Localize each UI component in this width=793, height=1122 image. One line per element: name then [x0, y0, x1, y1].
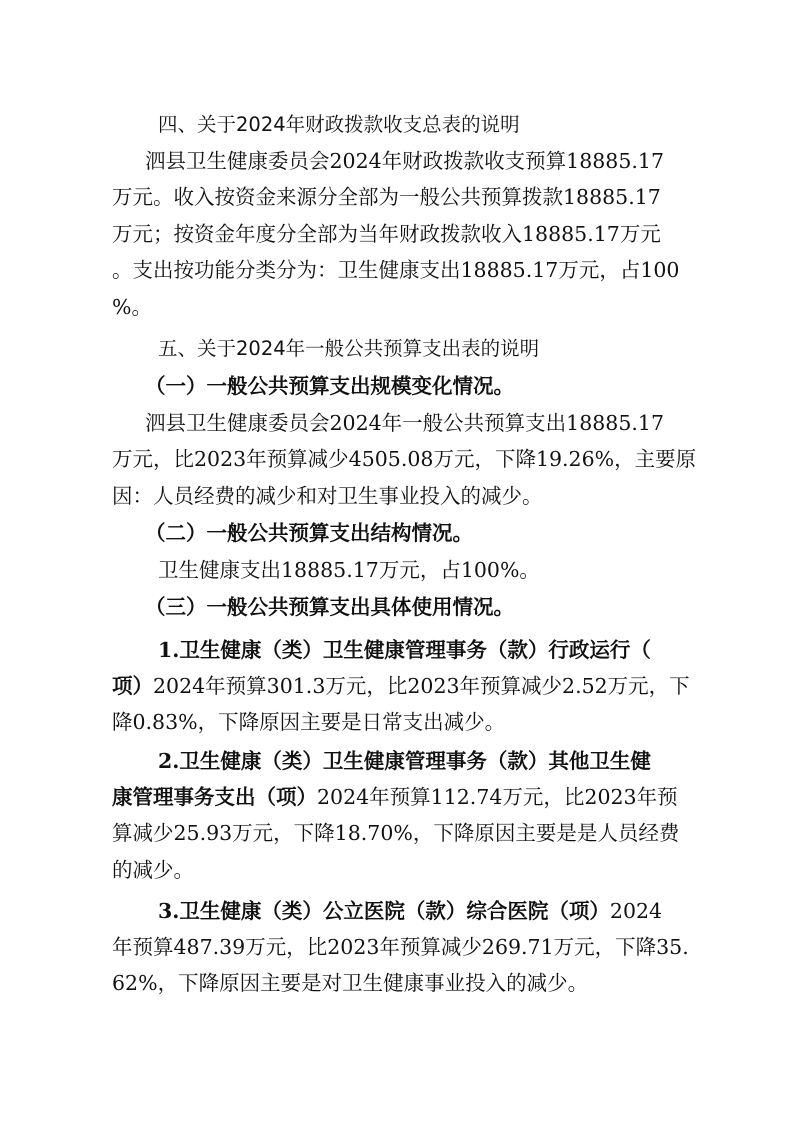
paragraph-line: 泗县卫生健康委员会2024年财政拨款收支预算18885.17	[145, 149, 664, 173]
subsection-3-title: （三）一般公共预算支出具体使用情况。	[145, 595, 514, 619]
paragraph-line: 万元，比2023年预算减少4505.08万元，下降19.26%，主要原	[112, 447, 697, 471]
paragraph-line: 万元。收入按资金来源分全部为一般公共预算拨款18885.17	[112, 185, 661, 209]
paragraph-line: 因：人员经费的减少和对卫生事业投入的减少。	[112, 484, 543, 508]
paragraph-line: %。	[112, 295, 152, 319]
section-4-heading: 四、关于2024年财政拨款收支总表的说明	[158, 113, 520, 136]
item-2-heading: 2.卫生健康（类）卫生健康管理事务（款）其他卫生健	[158, 749, 651, 773]
subsection-1-title: （一）一般公共预算支出规模变化情况。	[145, 374, 514, 398]
paragraph-line: 。支出按功能分类分为：卫生健康支出18885.17万元，占100	[112, 258, 680, 282]
section-5-heading: 五、关于2024年一般公共预算支出表的说明	[158, 337, 540, 360]
item-1-line-2	[112, 673, 690, 699]
item-2-heading-cont: 康管理事务支出（项）	[112, 785, 317, 809]
item-3-text: 2024	[609, 899, 663, 923]
paragraph-line: 的减少。	[112, 858, 194, 882]
item-1-text: 2024年预算301.3万元，比2023年预算减少2.52万元，下	[153, 674, 690, 698]
item-3-line-1	[158, 898, 662, 924]
subsection-2-title: （二）一般公共预算支出结构情况。	[145, 521, 473, 545]
item-2-line-2	[112, 784, 678, 810]
item-1-heading-cont: 项）	[112, 674, 153, 698]
paragraph-line: 万元；按资金年度分全部为当年财政拨款收入18885.17万元	[112, 222, 661, 246]
item-3-heading: 3.卫生健康（类）公立医院（款）综合医院（项）	[158, 899, 610, 923]
item-1-heading: 1.卫生健康（类）卫生健康管理事务（款）行政运行（	[158, 638, 651, 662]
paragraph-line: 卫生健康支出18885.17万元，占100%。	[158, 558, 540, 582]
item-2-text: 2024年预算112.74万元，比2023年预	[317, 785, 678, 809]
paragraph-line: 泗县卫生健康委员会2024年一般公共预算支出18885.17	[145, 411, 664, 435]
paragraph-line: 62%，下降原因主要是对卫生健康事业投入的减少。	[112, 971, 589, 995]
paragraph-line: 年预算487.39万元，比2023年预算减少269.71万元，下降35.	[112, 935, 689, 959]
paragraph-line: 降0.83%，下降原因主要是日常支出减少。	[112, 710, 506, 734]
paragraph-line: 算减少25.93万元，下降18.70%，下降原因主要是是人员经费	[112, 821, 680, 845]
